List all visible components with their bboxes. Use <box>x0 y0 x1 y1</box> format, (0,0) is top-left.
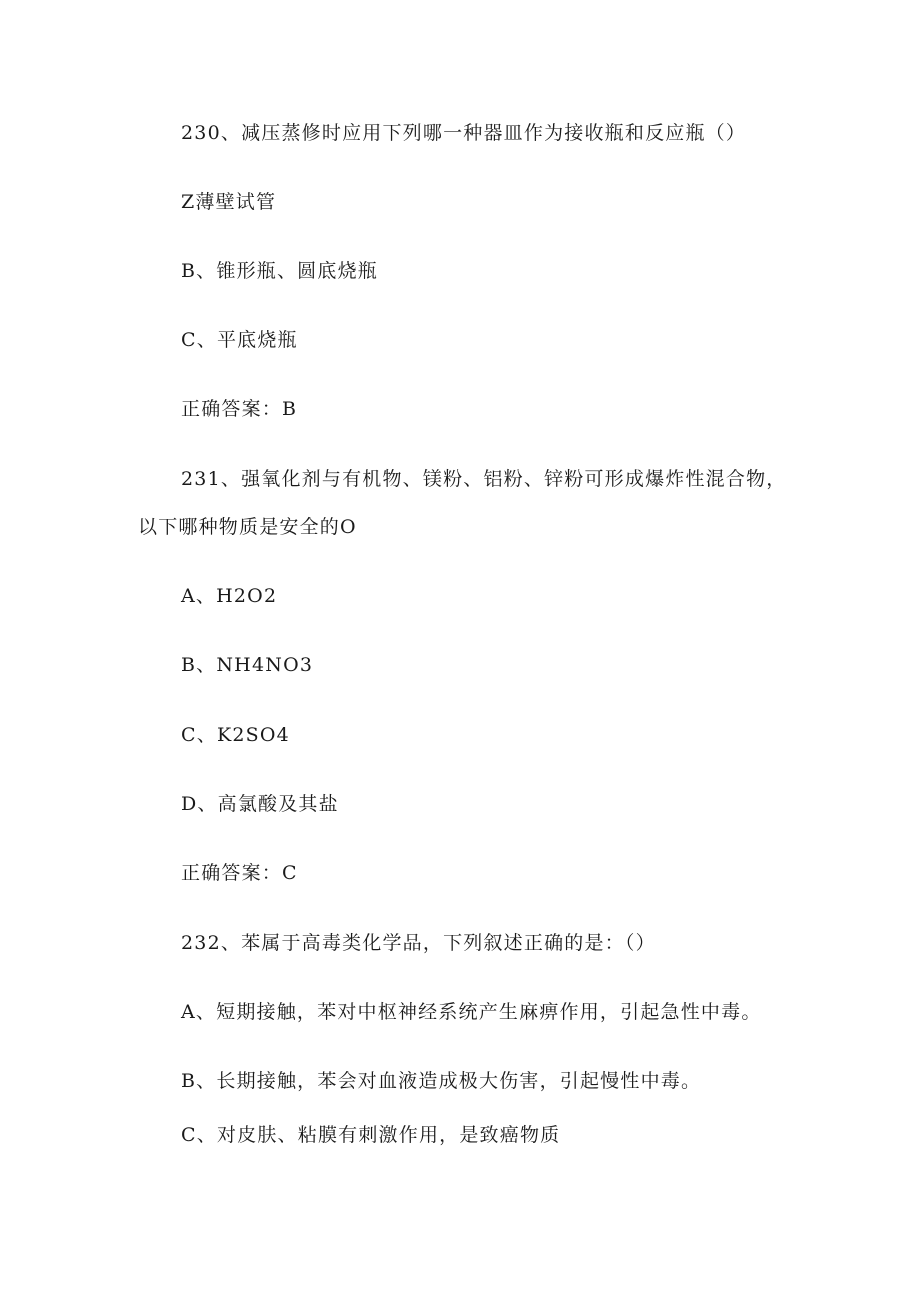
question-230-option-b: B、锥形瓶、圆底烧瓶 <box>181 260 378 282</box>
question-230-answer: 正确答案：B <box>181 398 298 420</box>
question-232-option-a: A、短期接触，苯对中枢神经系统产生麻痹作用，引起急性中毒。 <box>181 1001 762 1023</box>
question-231-option-d: D、高氯酸及其盐 <box>181 793 339 815</box>
question-230-stem: 230、减压蒸修时应用下列哪一种器皿作为接收瓶和反应瓶（） <box>181 122 747 144</box>
question-232-option-b: B、长期接触，苯会对血液造成极大伤害，引起慢性中毒。 <box>181 1070 702 1092</box>
question-231-answer: 正确答案：C <box>181 862 298 884</box>
question-231-stem-line2: 以下哪种物质是安全的O <box>138 516 357 538</box>
question-230-option-a: Z薄壁试管 <box>181 191 277 213</box>
question-230-option-c: C、平底烧瓶 <box>181 329 298 351</box>
question-231-option-a: A、H2O2 <box>181 585 278 607</box>
question-232-stem: 232、苯属于高毒类化学品，下列叙述正确的是：（） <box>181 932 656 954</box>
question-231-option-b: B、NH4NO3 <box>181 654 314 676</box>
question-231-option-c: C、K2SO4 <box>181 724 290 746</box>
question-232-option-c: C、对皮肤、粘膜有刺激作用，是致癌物质 <box>181 1124 561 1146</box>
question-231-stem-line1: 231、强氧化剂与有机物、镁粉、铝粉、锌粉可形成爆炸性混合物， <box>181 468 787 490</box>
